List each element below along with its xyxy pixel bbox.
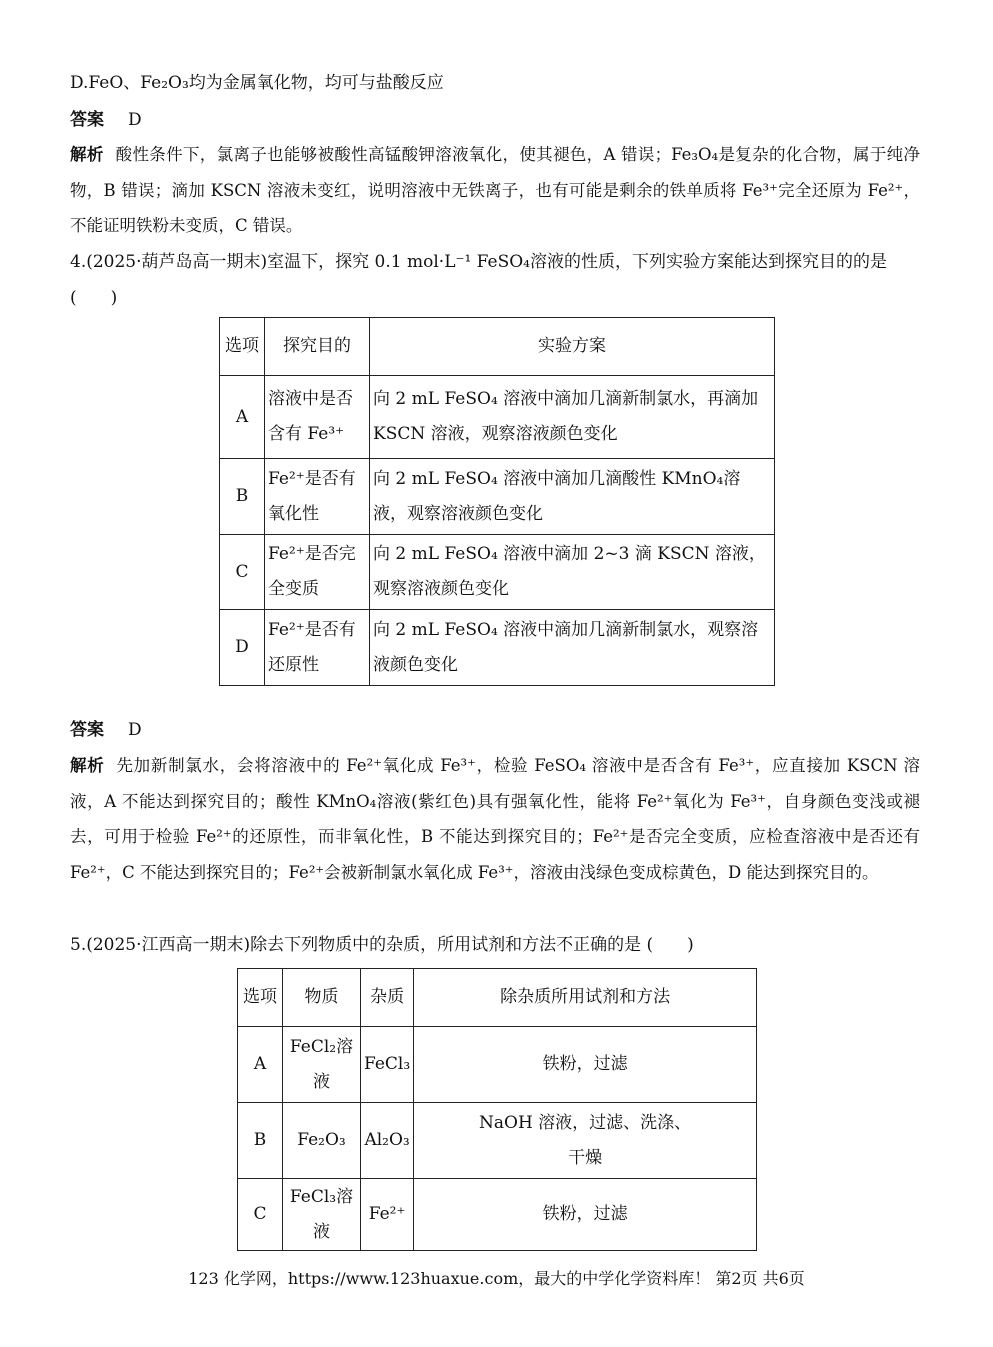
option-cell: C [238,1179,283,1251]
substance-cell: FeCl₂溶液 [283,1027,361,1103]
analysis-label: 解析 [70,145,104,164]
method-cell: NaOH 溶液，过滤、洗涤、干燥 [414,1103,757,1179]
option-cell: A [220,376,265,459]
table-row [220,459,775,535]
method-cell: 铁粉，过滤 [414,1027,757,1103]
option-cell: B [238,1103,283,1179]
option-cell: B [220,459,265,535]
answer-label: 答案 [70,110,104,130]
q5-stem: 5.(2025·江西高一期末)除去下列物质中的杂质，所用试剂和方法不正确的是 ( ) [70,935,694,955]
table-header: 除杂质所用试剂和方法 [414,969,757,1027]
q4-stem: 4.(2025·葫芦岛高一期末)室温下，探究 0.1 mol·L⁻¹ FeSO₄溶液的性质，下列实验方案能达到探究目的的是 [70,252,887,272]
table-row [238,1027,757,1103]
table-row [220,610,775,686]
analysis-text: 酸性条件下，氯离子也能够被酸性高锰酸钾溶液氧化，使其褪色，A 错误；Fe₃O₄是复杂的化合物，属于纯净物，B 错误；滴加 KSCN 溶液未变红，说明溶液中无铁离子，也有可能是剩余的铁单质将 Fe³⁺完全还原为 Fe²⁺，不能证明铁粉未变质，C 错误。 [70,145,921,235]
plan-cell: 向 2 mL FeSO₄ 溶液中滴加 2~3 滴 KSCN 溶液，观察溶液颜色变化 [370,535,775,610]
answer-value: D [128,110,142,130]
table-header: 实验方案 [370,318,775,376]
goal-cell: Fe²⁺是否完全变质 [265,535,370,610]
table-row [238,1103,757,1179]
method-cell: 铁粉，过滤 [414,1179,757,1251]
q4-analysis [70,748,920,890]
table-row [238,1179,757,1251]
answer-label: 答案 [70,720,104,740]
analysis-label: 解析 [70,756,105,775]
substance-cell: Fe₂O₃ [283,1103,361,1179]
option-cell: D [220,610,265,686]
q3-option-d: D.FeO、Fe₂O₃均为金属氧化物，均可与盐酸反应 [70,73,444,93]
table-header: 选项 [238,969,283,1027]
impurity-cell: Fe²⁺ [361,1179,414,1251]
goal-cell: 溶液中是否含有 Fe³⁺ [265,376,370,459]
table-header: 物质 [283,969,361,1027]
analysis-text: 先加新制氯水，会将溶液中的 Fe²⁺氧化成 Fe³⁺，检验 FeSO₄ 溶液中是否含有 Fe³⁺，应直接加 KSCN 溶液，A 不能达到探究目的；酸性 KMnO₄溶液(紫红色)具有强氧化性，能将 Fe²⁺氧化为 Fe³⁺，自身颜色变浅或褪去，可用于检验 Fe²⁺的还原性，而非氧化性，B 不能达到探究目的；Fe²⁺是否完全变质，应检查溶液中是否还有 Fe²⁺，C 不能达到探究目的；Fe²⁺会被新制氯水氧化成 Fe³⁺，溶液由浅绿色变成棕黄色，D 能达到探究目的。 [70,756,921,882]
table-header-row [220,318,775,376]
plan-cell: 向 2 mL FeSO₄ 溶液中滴加几滴新制氯水，观察溶液颜色变化 [370,610,775,686]
q4-table [219,317,775,686]
plan-cell: 向 2 mL FeSO₄ 溶液中滴加几滴新制氯水，再滴加 KSCN 溶液，观察溶液颜色变化 [370,376,775,459]
table-header: 探究目的 [265,318,370,376]
table-header-row [238,969,757,1027]
page-footer: 123 化学网，https://www.123huaxue.com，最大的中学化学资料库！ 第2页 共6页 [188,1269,805,1288]
q5-table [237,968,757,1251]
table-header: 杂质 [361,969,414,1027]
plan-cell: 向 2 mL FeSO₄ 溶液中滴加几滴酸性 KMnO₄溶液，观察溶液颜色变化 [370,459,775,535]
table-header: 选项 [220,318,265,376]
q4-blank: ( ) [70,288,118,308]
goal-cell: Fe²⁺是否有还原性 [265,610,370,686]
table-row [220,376,775,459]
impurity-cell: Al₂O₃ [361,1103,414,1179]
q3-analysis [70,137,920,244]
impurity-cell: FeCl₃ [361,1027,414,1103]
option-cell: A [238,1027,283,1103]
option-cell: C [220,535,265,610]
substance-cell: FeCl₃溶液 [283,1179,361,1251]
q4-answer [70,720,142,740]
answer-value: D [128,720,142,740]
goal-cell: Fe²⁺是否有氧化性 [265,459,370,535]
q3-answer [70,110,142,130]
table-row [220,535,775,610]
